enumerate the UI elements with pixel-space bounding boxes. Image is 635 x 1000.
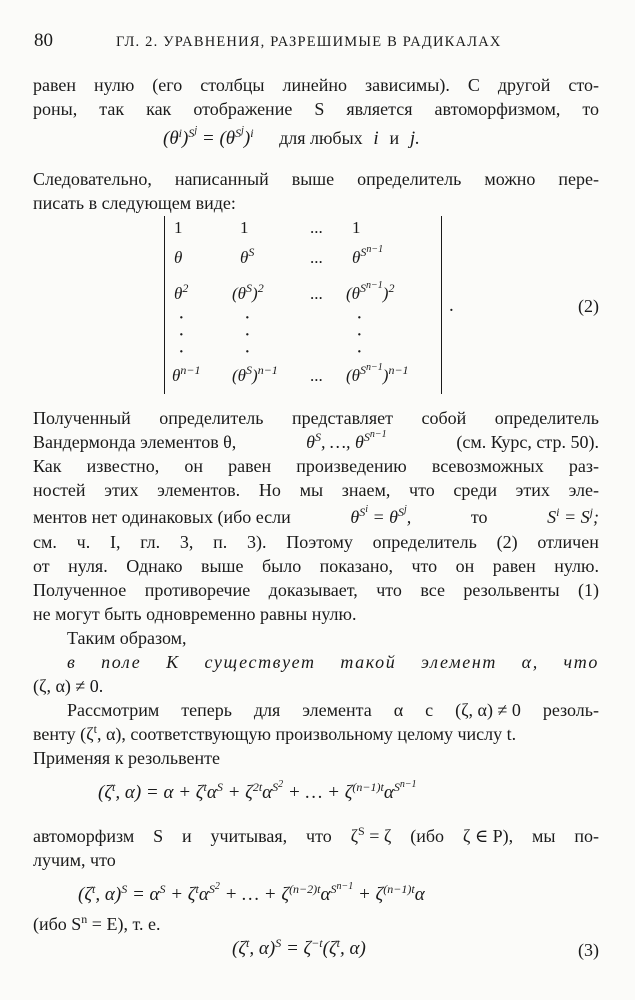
word: α	[393, 700, 404, 720]
index-j: j.	[409, 128, 420, 149]
text-span: (см. Курс, стр. 50).	[456, 432, 599, 452]
word: мы	[299, 480, 324, 500]
word: определитель	[372, 532, 477, 552]
word: этих	[515, 480, 550, 500]
det-right-bar	[441, 216, 442, 394]
para5-line2: венту ($\zeta^t$, α), соответствующую произвольному целому числу t.	[33, 722, 517, 744]
para3-line6	[33, 530, 599, 554]
word: резольвенты	[463, 580, 560, 600]
word: сто-	[568, 75, 599, 95]
word: элемента	[302, 700, 372, 720]
word: от	[33, 556, 50, 576]
word: он	[455, 556, 475, 576]
word: Следовательно,	[33, 169, 152, 189]
word: так	[99, 99, 125, 119]
equation-label-3: (3)	[578, 940, 599, 960]
det-cell: θ	[174, 248, 183, 267]
word: другой	[497, 75, 551, 95]
word: то	[582, 99, 599, 119]
para2-line2: писать в следующем виде:	[33, 193, 236, 213]
para3-line9: не могут быть одновременно равны нулю.	[33, 604, 357, 624]
det-vertical-dots: · · ·	[244, 307, 251, 363]
word: учитывая,	[210, 826, 288, 846]
text-span: ментов нет одинаковых (ибо если	[33, 507, 291, 527]
det-vertical-dots: · · ·	[178, 307, 185, 363]
para3-line5	[33, 505, 599, 529]
word: что	[411, 556, 438, 576]
det-dots: ...	[310, 284, 323, 303]
running-title: ГЛ. 2. УРАВНЕНИЯ, РАЗРЕШИМЫЕ В РАДИКАЛАХ	[116, 34, 502, 50]
word: α,	[521, 652, 539, 672]
det-cell: $\theta^S$	[240, 245, 255, 267]
para6-line2: лучим, что	[33, 850, 116, 870]
word: он	[184, 456, 203, 476]
page-number: 80	[34, 30, 53, 51]
det-cell: 1	[352, 218, 361, 237]
word: этих	[104, 480, 139, 500]
word: выше	[201, 556, 244, 576]
para5-line1	[67, 698, 599, 722]
word: нулю.	[554, 556, 599, 576]
equation-theta-commute: $(\theta^i)^{S^j} = (\theta^{S^j})^i$ для любых i и j.	[163, 125, 420, 149]
word: определитель	[494, 408, 599, 428]
word: 3).	[247, 532, 267, 552]
word: ч.	[76, 532, 91, 552]
text-span: то	[470, 507, 488, 527]
det-dots: ...	[310, 366, 323, 385]
det-period: .	[449, 295, 454, 316]
word: знаем,	[341, 480, 391, 500]
word: определитель	[357, 169, 462, 189]
para3-line1	[33, 406, 599, 430]
word: пере-	[558, 169, 599, 189]
word: существует	[204, 652, 316, 672]
para3-line4	[33, 478, 599, 502]
page-header	[34, 30, 601, 56]
word: определитель	[159, 408, 264, 428]
word: Как	[33, 456, 62, 476]
word: и	[182, 826, 192, 846]
word: доказывает,	[268, 580, 358, 600]
inline-math: $\theta^{S^i} = \theta^{S^j}$,	[350, 504, 412, 527]
word: нуля.	[68, 556, 108, 576]
word: показано,	[319, 556, 393, 576]
para2-line1	[33, 167, 599, 191]
word: известно,	[86, 456, 160, 476]
word: все	[420, 580, 445, 600]
inline-math: $\theta^S$, …, $\theta^{S^{n-1}}$	[306, 429, 387, 452]
word: в	[67, 652, 77, 672]
word: S	[314, 99, 325, 119]
equation-label-2: (2)	[578, 296, 599, 316]
word: как	[146, 99, 172, 119]
word: Рассмотрим	[67, 700, 160, 720]
word: среди	[453, 480, 497, 500]
word: теперь	[181, 700, 232, 720]
det-cell: $(\theta^S)^{n-1}$	[232, 363, 278, 385]
para5-line3: Применяя к резольвенте	[33, 748, 220, 768]
word: по-	[574, 826, 599, 846]
word: что	[563, 652, 599, 672]
para1-line1	[33, 73, 599, 97]
word: $\zeta^S = \zeta$	[350, 824, 392, 846]
word: автоморфизм	[33, 826, 135, 846]
word: п.	[213, 532, 228, 552]
word: Однако	[126, 556, 183, 576]
equation-automorphism: ($\zeta^t$, $\alpha)^S = \alpha^S + \zeta^t\alpha^{S^2}$ + … + $\zeta^{(n-2)t}\alpha^{S^{n-1}} + \zeta^{(n-1)t}\alpha$	[78, 881, 425, 905]
word: равен	[492, 556, 536, 576]
word: зависимы).	[364, 75, 450, 95]
word: линейно	[282, 75, 347, 95]
word: собой	[421, 408, 467, 428]
det-cell: $\theta^2$	[174, 281, 189, 303]
det-dots: ...	[310, 218, 323, 237]
para7-line1: (ибо $S^n = E$), т. е.	[33, 912, 161, 934]
vandermonde-determinant	[160, 216, 445, 394]
equation-resolvent: ($\zeta^t$, $\alpha) = \alpha + \zeta^t\alpha^S + \zeta^{2t}\alpha^{S^2}$ + … + $\zeta^{(n-1)t}\alpha^{S^{n-1}}$	[98, 779, 417, 803]
det-cell: $\theta^{S^{n-1}}$	[352, 244, 384, 267]
para4-line1: Таким образом,	[67, 628, 187, 648]
word: что	[306, 826, 332, 846]
word: ностей	[33, 480, 86, 500]
word: эле-	[568, 480, 599, 500]
index-i: i	[373, 128, 379, 149]
equation-3: ($\zeta^t$, $\alpha)^S = \zeta^{-t}(\zeta^t$, α)	[232, 936, 366, 959]
conj-and: и	[389, 128, 400, 148]
word: равен	[33, 75, 77, 95]
word: нулю	[94, 75, 135, 95]
word: отличен	[537, 532, 599, 552]
word: резоль-	[542, 700, 599, 720]
word: гл.	[140, 532, 161, 552]
word: Полученный	[33, 408, 131, 428]
word: Полученное	[33, 580, 127, 600]
det-cell: $(\theta^{S^{n-1}})^{n-1}$	[346, 362, 409, 385]
word: Поэтому	[286, 532, 353, 552]
word: элементов.	[157, 480, 241, 500]
det-cell: $(\theta^S)^2$	[232, 281, 264, 303]
word: что	[409, 480, 435, 500]
word: (ζ, α) ≠ 0	[455, 700, 521, 720]
para3-line3	[33, 454, 599, 478]
word: 3,	[179, 532, 194, 552]
word: выше	[291, 169, 335, 189]
para3-line8	[33, 578, 599, 602]
det-vertical-dots: · · ·	[356, 307, 363, 363]
word: (1)	[578, 580, 599, 600]
word: с	[425, 700, 434, 720]
det-cell: 1	[174, 218, 183, 237]
det-dots: ...	[310, 248, 323, 267]
text-span: Вандермонда элементов θ,	[33, 432, 237, 452]
para6-line1	[33, 824, 599, 848]
para1-line2	[33, 97, 599, 121]
word: поле	[101, 652, 142, 672]
word: роны,	[33, 99, 78, 119]
word: является	[346, 99, 413, 119]
word: мы	[532, 826, 556, 846]
word: что	[376, 580, 402, 600]
inline-math: $S^i = S^j$;	[547, 505, 599, 527]
word: столбцы	[200, 75, 265, 95]
word: S	[153, 826, 164, 846]
word: написанный	[174, 169, 269, 189]
word: (2)	[496, 532, 518, 552]
word: равен	[228, 456, 272, 476]
det-left-bar	[164, 216, 165, 394]
word: противоречие	[144, 580, 251, 600]
det-cell: $\theta^{n-1}$	[172, 363, 201, 385]
word: произведению	[296, 456, 407, 476]
word: I,	[109, 532, 121, 552]
word: (ибо	[410, 826, 444, 846]
word: (его	[152, 75, 183, 95]
theorem-line	[67, 650, 599, 674]
equation-connector: для любых	[279, 128, 363, 148]
word: можно	[484, 169, 536, 189]
word: элемент	[421, 652, 497, 672]
word: K	[166, 652, 180, 672]
word: Но	[258, 480, 281, 500]
word: ζ ∈ P),	[462, 826, 514, 846]
word: С	[467, 75, 480, 95]
det-cell: 1	[240, 218, 249, 237]
word: автоморфизмом,	[434, 99, 561, 119]
theorem-line2: (ζ, α) ≠ 0.	[33, 676, 104, 696]
word: отображение	[193, 99, 293, 119]
word: всевозможных	[431, 456, 544, 476]
word: см.	[33, 532, 57, 552]
word: представляет	[291, 408, 393, 428]
word: раз-	[568, 456, 599, 476]
word: для	[253, 700, 281, 720]
det-cell: $(\theta^{S^{n-1}})^2$	[346, 280, 395, 303]
para3-line2	[33, 430, 599, 454]
word: такой	[340, 652, 397, 672]
word: было	[261, 556, 302, 576]
para3-line7	[33, 554, 599, 578]
